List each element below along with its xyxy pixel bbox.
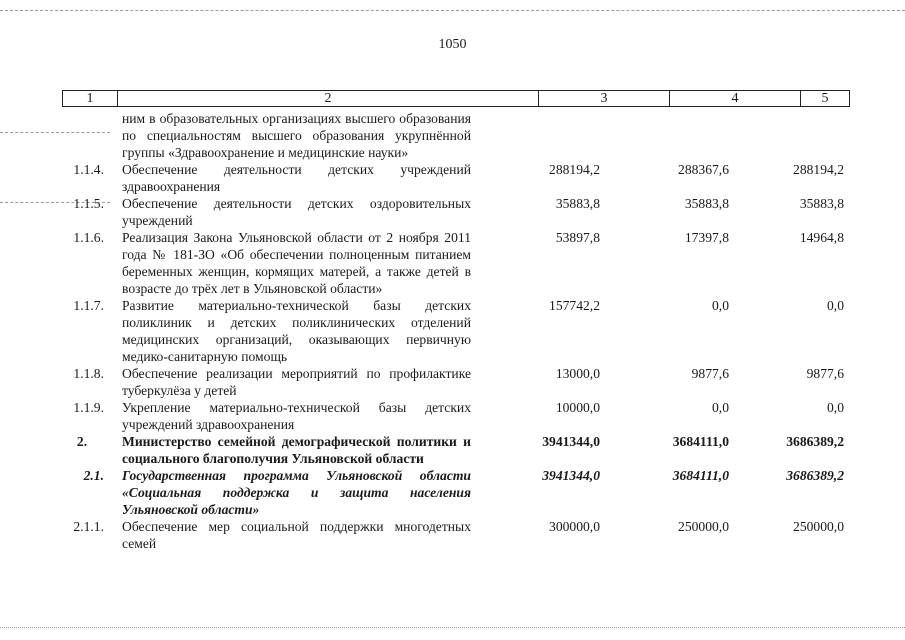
table-row <box>0 297 905 365</box>
table-row <box>0 518 905 552</box>
row-value-col4: 3684111,0 <box>672 434 729 449</box>
row-value-col4: 9877,6 <box>691 366 729 381</box>
table-row <box>0 399 905 433</box>
page-number: 1050 <box>438 37 467 52</box>
table-row <box>0 365 905 399</box>
row-number: 1.1.6. <box>73 230 104 245</box>
row-description: Реализация Закона Ульяновской области от 2 ноября 2011 года № 181-ЗО «Об обеспечении полноценным питанием беременных женщин, кормящих матерей, а также детей в возрасте до трёх лет в Ульяновской области» <box>122 230 471 296</box>
row-value-col5: 14964,8 <box>799 230 844 245</box>
row-value-col5 <box>729 110 844 161</box>
table-header <box>62 90 850 107</box>
row-description: Обеспечение деятельности детских учреждений здравоохранения <box>122 162 471 194</box>
table-row <box>0 110 905 161</box>
row-number: 2.1. <box>83 468 104 483</box>
row-value-col4: 3684111,0 <box>672 468 729 483</box>
row-value-col5: 250000,0 <box>793 519 844 534</box>
table-row <box>0 195 905 229</box>
row-value-col3: 3941344,0 <box>542 434 600 449</box>
row-value-col3: 288194,2 <box>549 162 600 177</box>
row-value-col4: 0,0 <box>712 298 729 313</box>
row-number: 2.1.1. <box>73 519 104 534</box>
row-description: Министерство семейной демографической политики и социального благополучия Ульяновской области <box>122 434 471 466</box>
row-number: 1.1.7. <box>73 298 104 313</box>
header-col-1: 1 <box>63 91 118 106</box>
header-col-4: 4 <box>670 91 801 106</box>
table-row <box>0 229 905 297</box>
row-value-col4: 0,0 <box>712 400 729 415</box>
row-number: 1.1.8. <box>73 366 104 381</box>
row-description: Государственная программа Ульяновской области «Социальная поддержка и защита населения Ульяновской области» <box>122 468 471 517</box>
row-value-col5: 35883,8 <box>799 196 844 211</box>
scan-artifact-line <box>0 10 905 11</box>
row-value-col4: 35883,8 <box>684 196 729 211</box>
row-value-col4: 288367,6 <box>678 162 729 177</box>
header-col-3: 3 <box>539 91 670 106</box>
row-number: 1.1.4. <box>73 162 104 177</box>
row-value-col5: 9877,6 <box>806 366 844 381</box>
row-value-col5: 0,0 <box>827 298 844 313</box>
row-value-col5: 3686389,2 <box>786 434 844 449</box>
row-value-col5: 0,0 <box>827 400 844 415</box>
row-value-col4 <box>600 110 729 161</box>
row-number: 2. <box>76 434 88 449</box>
row-value-col3 <box>471 110 600 161</box>
scan-artifact-line <box>0 627 905 628</box>
header-col-2: 2 <box>118 91 539 106</box>
table-row-program <box>0 467 905 518</box>
table-body <box>0 110 905 552</box>
header-col-5: 5 <box>821 91 829 106</box>
row-value-col3: 13000,0 <box>555 366 600 381</box>
row-description: Укрепление материально-технической базы детских учреждений здравоохранения <box>122 400 471 432</box>
row-description: Обеспечение деятельности детских оздоровительных учреждений <box>122 196 471 228</box>
row-description: Развитие материально-технической базы детских поликлиник и детских поликлинических отделений медицинских организаций, оказывающих первичную медико-санитарную помощь <box>122 298 471 364</box>
row-description: Обеспечение реализации мероприятий по профилактике туберкулёза у детей <box>122 366 471 398</box>
row-value-col3: 53897,8 <box>555 230 600 245</box>
row-number: 1.1.9. <box>73 400 104 415</box>
row-value-col5: 3686389,2 <box>786 468 844 483</box>
row-value-col3: 3941344,0 <box>542 468 600 483</box>
row-value-col3: 300000,0 <box>549 519 600 534</box>
row-value-col3: 35883,8 <box>555 196 600 211</box>
row-number: 1.1.5. <box>73 196 104 211</box>
row-value-col4: 250000,0 <box>678 519 729 534</box>
row-number <box>0 110 109 161</box>
row-value-col4: 17397,8 <box>684 230 729 245</box>
row-value-col3: 157742,2 <box>549 298 600 313</box>
row-value-col5: 288194,2 <box>793 162 844 177</box>
row-description: Обеспечение мер социальной поддержки многодетных семей <box>122 519 471 551</box>
table-row-ministry <box>0 433 905 467</box>
row-description: ним в образовательных организациях высшего образования по специальностям высшего образования укрупнённой группы «Здравоохранение и медицинские науки» <box>122 111 471 160</box>
table-row <box>0 161 905 195</box>
row-value-col3: 10000,0 <box>555 400 600 415</box>
